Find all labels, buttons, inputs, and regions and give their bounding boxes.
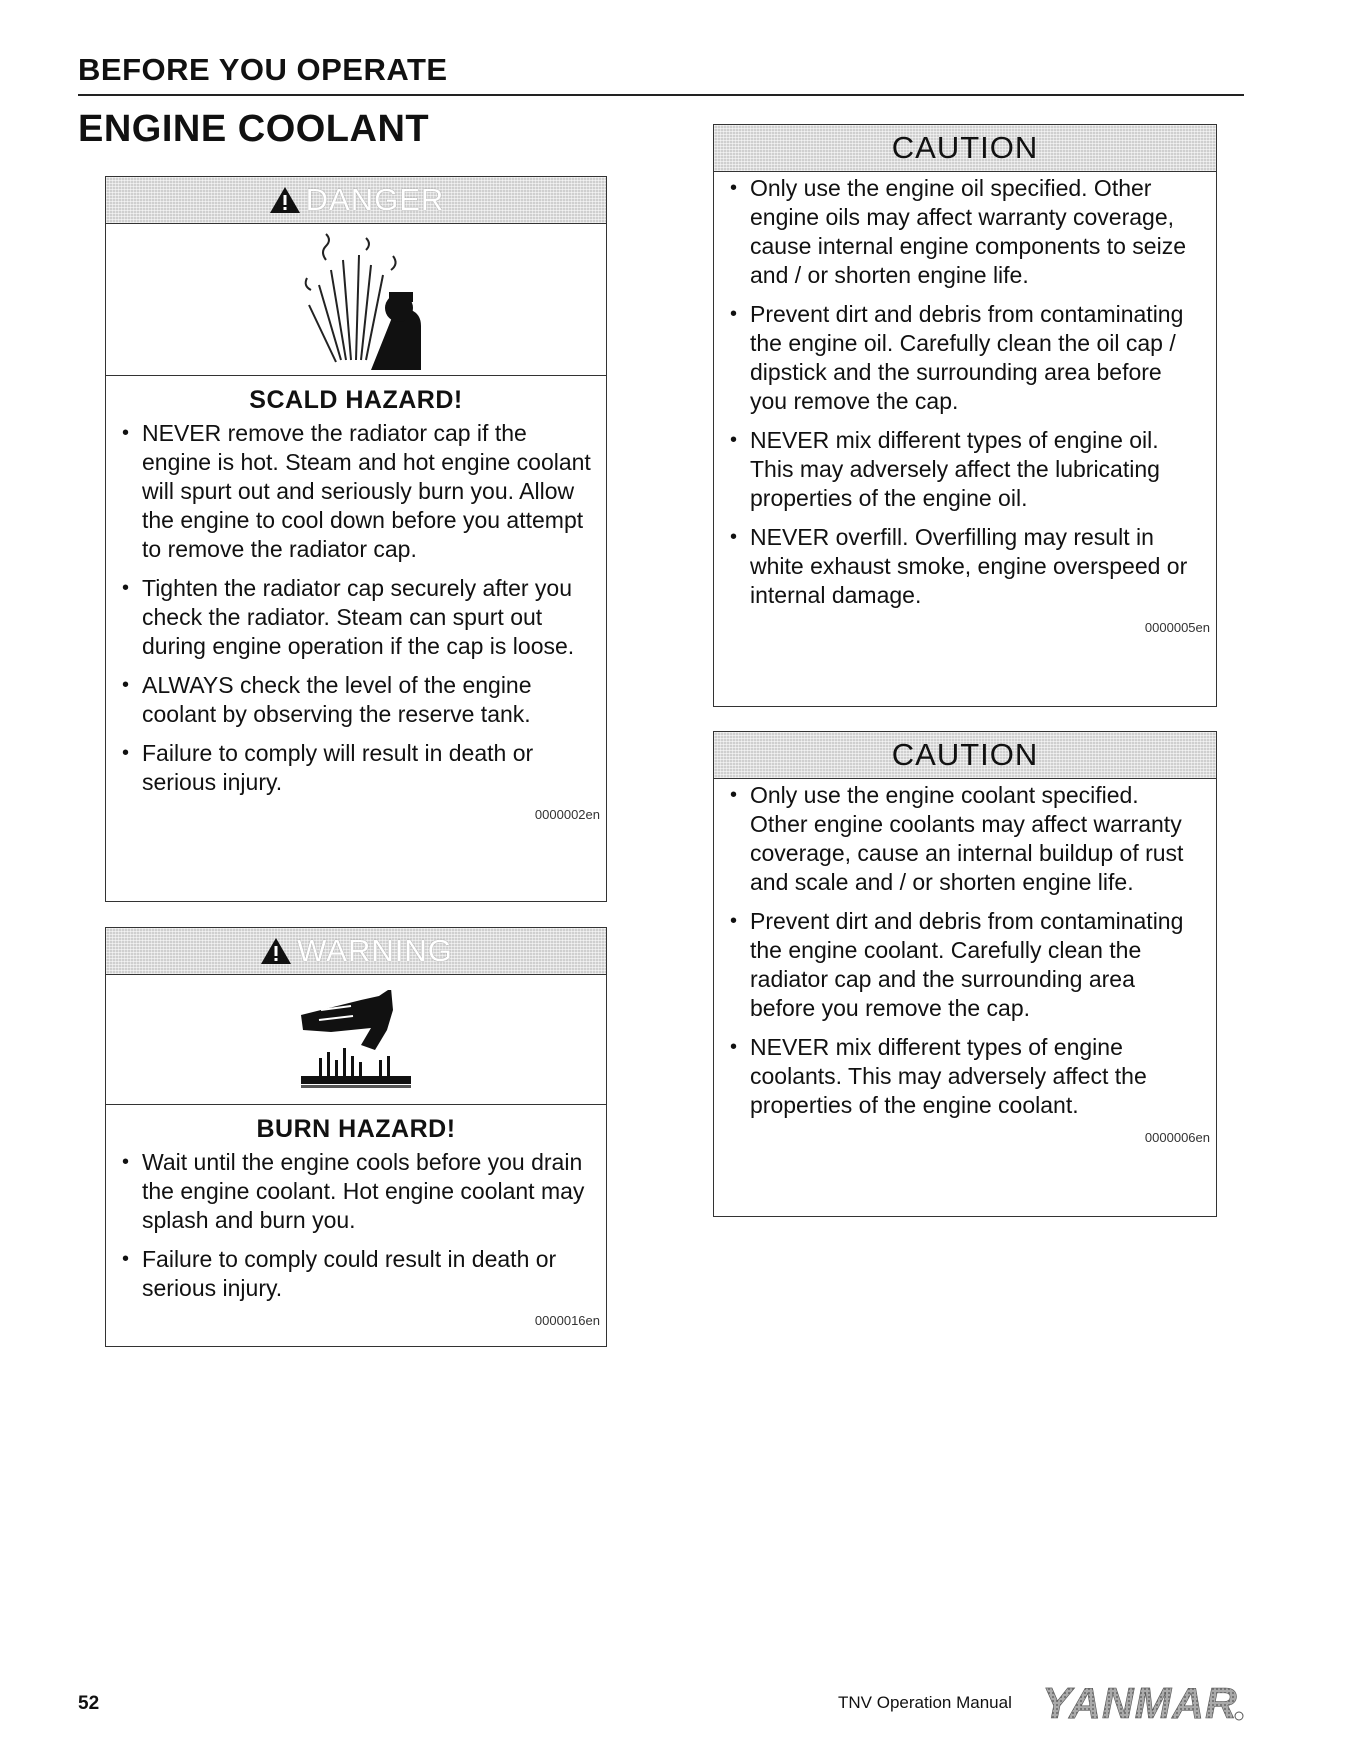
yanmar-logo: [1040, 1680, 1245, 1724]
list-item: • NEVER overfill. Overfilling may result in white exhaust smoke, engine overspeed or internal damage.: [728, 523, 1202, 610]
warning-triangle-icon: [268, 185, 302, 215]
caution-oil-panel: [713, 124, 1217, 707]
list-item: • Wait until the engine cools before you drain the engine coolant. Hot engine coolant may splash and burn you.: [120, 1148, 592, 1235]
caution-banner: [714, 732, 1216, 779]
list-item: • Prevent dirt and debris from contaminating the engine oil. Carefully clean the oil cap / dipstick and the surrounding area before you remove the cap.: [728, 300, 1202, 416]
list-item: • NEVER remove the radiator cap if the engine is hot. Steam and hot engine coolant will spurt out and seriously burn you. Allow the engine to cool down before you attempt to remove the radiator cap.: [120, 419, 592, 564]
panel-code: 0000002en: [534, 807, 600, 822]
panel-code: 0000006en: [1144, 1130, 1210, 1145]
caution-signal-word: CAUTION: [891, 130, 1039, 165]
section-header: BEFORE YOU OPERATE: [78, 52, 1244, 96]
caution-signal-word: CAUTION: [891, 737, 1039, 772]
warning-panel: [105, 927, 607, 1347]
warning-signal-word: WARNING: [297, 933, 453, 968]
danger-panel: [105, 176, 607, 902]
list-item: • Failure to comply will result in death or serious injury.: [120, 739, 592, 797]
danger-signal-word: DANGER: [305, 182, 445, 217]
list-item: • NEVER mix different types of engine oil. This may adversely affect the lubricating properties of the engine oil.: [728, 426, 1202, 513]
caution-coolant-bullet-list: [714, 779, 1216, 1120]
caution-coolant-panel: [713, 731, 1217, 1217]
danger-bullet-list: [106, 419, 606, 797]
page-title: ENGINE COOLANT: [78, 108, 430, 150]
hazard-title: BURN HAZARD!: [256, 1115, 456, 1143]
manual-name: TNV Operation Manual: [838, 1693, 1012, 1712]
warning-banner: [106, 928, 606, 975]
hand-burn-icon: [106, 975, 606, 1105]
panel-code: 0000016en: [534, 1313, 600, 1328]
list-item: • Only use the engine coolant specified. Other engine coolants may affect warranty coverage, cause an internal buildup of rust and scale and / or shorten engine life.: [728, 781, 1202, 897]
caution-oil-bullet-list: [714, 172, 1216, 610]
svg-text:YANMAR: YANMAR: [1042, 1680, 1238, 1724]
caution-banner: [714, 125, 1216, 172]
page-number: 52: [78, 1693, 100, 1714]
panel-code: 0000005en: [1144, 620, 1210, 635]
list-item: • Failure to comply could result in death or serious injury.: [120, 1245, 592, 1303]
list-item: • Tighten the radiator cap securely after you check the radiator. Steam can spurt out during engine operation if the cap is loose.: [120, 574, 592, 661]
warning-bullet-list: [106, 1148, 606, 1303]
list-item: • ALWAYS check the level of the engine coolant by observing the reserve tank.: [120, 671, 592, 729]
warning-triangle-icon: [259, 936, 293, 966]
list-item: • Prevent dirt and debris from contaminating the engine coolant. Carefully clean the radiator cap and the surrounding area before you remove the cap.: [728, 907, 1202, 1023]
list-item: • Only use the engine oil specified. Other engine oils may affect warranty coverage, cause internal engine components to seize and / or shorten engine life.: [728, 174, 1202, 290]
hazard-title: SCALD HAZARD!: [249, 386, 463, 414]
list-item: • NEVER mix different types of engine coolants. This may adversely affect the properties of the engine coolant.: [728, 1033, 1202, 1120]
danger-banner: [106, 177, 606, 224]
steam-spray-icon: [106, 224, 606, 376]
